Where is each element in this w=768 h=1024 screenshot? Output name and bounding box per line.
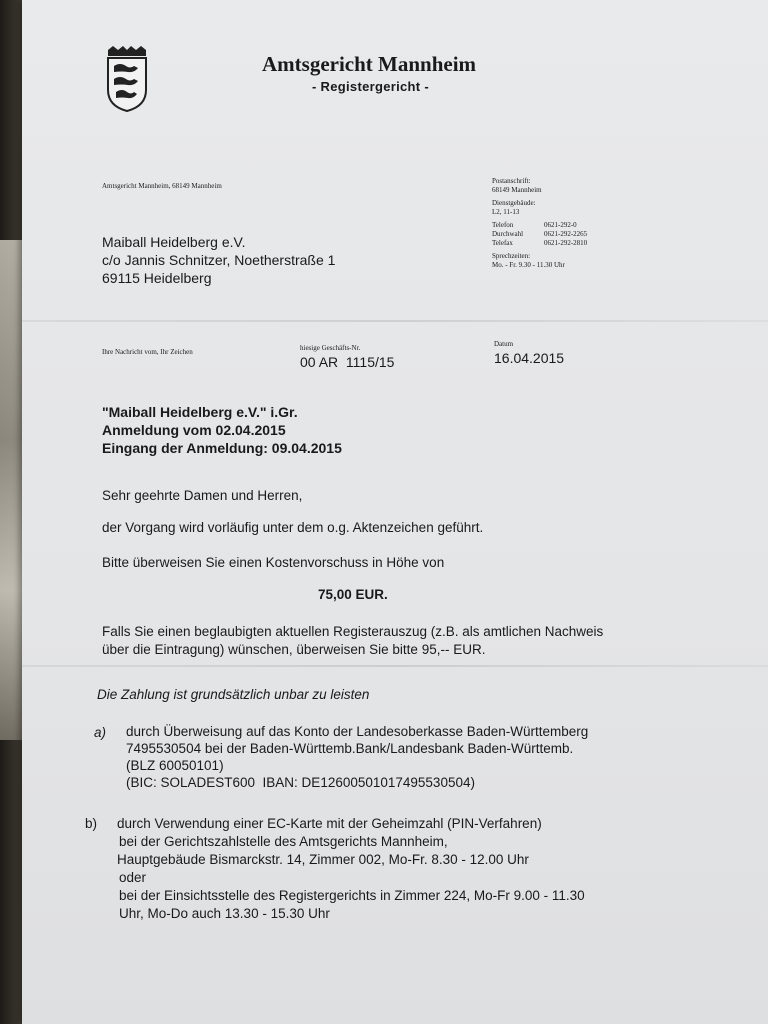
option-b-marker: b) (85, 816, 98, 831)
coat-of-arms-icon (104, 46, 150, 112)
sprechzeiten-value: Mo. - Fr. 9.30 - 11.30 Uhr (492, 261, 565, 269)
option-line: Hauptgebäude Bismarckstr. 14, Zimmer 002, Mo-Fr. 8.30 - 12.00 Uhr (117, 852, 529, 867)
sender-return-address: Amtsgericht Mannheim, 68149 Mannheim (102, 182, 222, 190)
payment-intro: Die Zahlung ist grundsätzlich unbar zu leisten (97, 687, 370, 702)
paper-fold (22, 320, 768, 322)
court-subtitle: - Registergericht - (312, 79, 429, 94)
recipient-address (102, 233, 335, 287)
paragraph-line: über die Eintragung) wünschen, überweisen Sie bitte 95,-- EUR. (102, 642, 486, 657)
option-line: 7495530504 bei der Baden-Württemb.Bank/Landesbank Baden-Württemb. (126, 741, 574, 756)
sprechzeiten-label: Sprechzeiten: (492, 252, 531, 260)
body-paragraph (102, 623, 603, 659)
payment-option-a (126, 723, 588, 791)
dienstgebaeude-value: L2, 11-13 (492, 208, 520, 216)
contact-info-block (492, 177, 587, 274)
option-line: durch Verwendung einer EC-Karte mit der Geheimzahl (PIN-Verfahren) (117, 816, 542, 831)
court-name: Amtsgericht Mannheim (262, 52, 477, 76)
date-label: Datum (494, 340, 514, 348)
option-line: bei der Einsichtsstelle des Registergerichts in Zimmer 224, Mo-Fr 9.00 - 11.30 (119, 888, 585, 903)
paper-fold (22, 665, 768, 667)
recipient-line: Maiball Heidelberg e.V. (102, 234, 246, 250)
telefax-label: Telefax (492, 239, 513, 247)
subject-line: "Maiball Heidelberg e.V." i.Gr. (102, 404, 298, 420)
subject-block (102, 403, 342, 457)
dienstgebaeude-label: Dienstgebäude: (492, 199, 536, 207)
recipient-line: 69115 Heidelberg (102, 270, 212, 286)
your-reference-label: Ihre Nachricht vom, Ihr Zeichen (102, 348, 193, 356)
telefon-label: Telefon (492, 221, 514, 229)
paragraph-line: Falls Sie einen beglaubigten aktuellen Registerauszug (z.B. als amtlichen Nachweis (102, 624, 604, 639)
durchwahl-value: 0621-292-2265 (544, 230, 588, 238)
telefon-value: 0621-292-0 (544, 221, 577, 229)
telefax-value: 0621-292-2810 (544, 239, 588, 247)
recipient-line: c/o Jannis Schnitzer, Noetherstraße 1 (102, 252, 336, 268)
option-line: oder (119, 870, 147, 885)
body-paragraph: der Vorgang wird vorläufig unter dem o.g. Aktenzeichen geführt. (102, 520, 484, 535)
file-number: 00 AR 1115/15 (300, 354, 395, 370)
durchwahl-label: Durchwahl (492, 230, 524, 238)
salutation: Sehr geehrte Damen und Herren, (102, 488, 303, 503)
option-a-marker: a) (94, 725, 107, 740)
option-line: bei der Gerichtszahlstelle des Amtsgerichts Mannheim, (119, 834, 448, 849)
body-paragraph: Bitte überweisen Sie einen Kostenvorschuss in Höhe von (102, 555, 445, 570)
option-line: (BLZ 60050101) (126, 758, 224, 773)
subject-line: Anmeldung vom 02.04.2015 (102, 422, 286, 438)
option-line: Uhr, Mo-Do auch 13.30 - 15.30 Uhr (119, 906, 330, 921)
postanschrift-value: 68149 Mannheim (492, 186, 542, 194)
postanschrift-label: Postanschrift: (492, 177, 531, 185)
letter-page (22, 0, 768, 1024)
payment-amount: 75,00 EUR. (318, 587, 388, 602)
option-line: durch Überweisung auf das Konto der Landesoberkasse Baden-Württemberg (126, 724, 589, 739)
file-number-label: hiesige Geschäfts-Nr. (300, 344, 361, 352)
payment-option-b (117, 815, 585, 923)
letter-date: 16.04.2015 (494, 350, 565, 366)
subject-line: Eingang der Anmeldung: 09.04.2015 (102, 440, 342, 456)
option-line: (BIC: SOLADEST600 IBAN: DE12600501017495530504) (126, 775, 475, 790)
